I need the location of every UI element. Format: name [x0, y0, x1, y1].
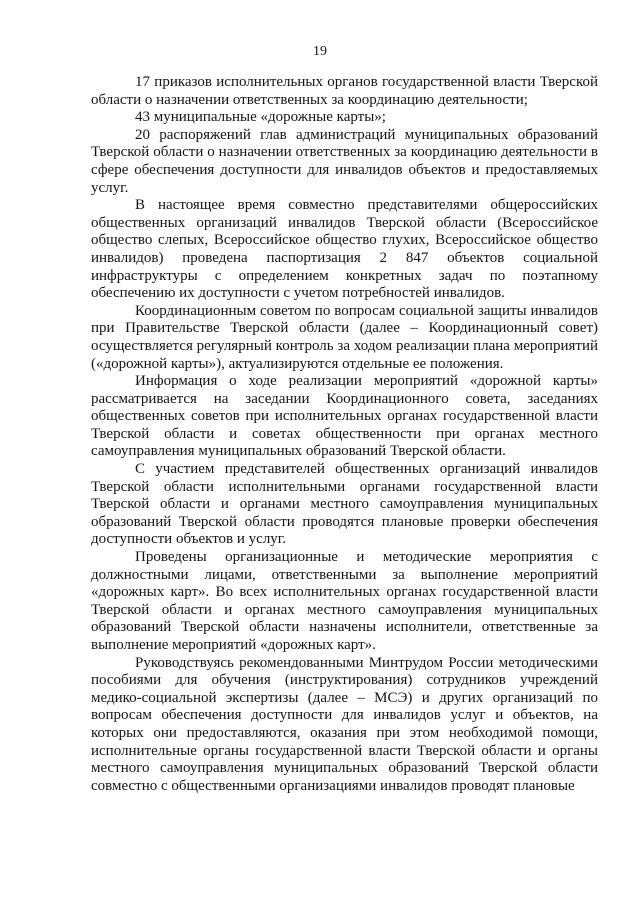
paragraph-roadmap-review: Информация о ходе реализации мероприятий «дорожной карты» рассматривается на заседании Координационного совета, заседаниях общественных советов при исполнительных органах государственной власти Тверской области и советах общественности при органах местного самоуправления муниципальных образований Тверской области.	[91, 373, 598, 460]
document-body	[91, 74, 598, 795]
paragraph-methodical-measures: Проведены организационные и методические мероприятия с должностными лицами, ответственными за выполнение мероприятий «дорожных карт». Во всех исполнительных органах государственной власти Тверской области и органах местного самоуправления муниципальных образований Тверской области назначены исполнители, ответственные за выполнение мероприятий «дорожных карт».	[91, 549, 598, 653]
paragraph-orders-count: 17 приказов исполнительных органов государственной власти Тверской области о назначении ответственных за координацию деятельности;	[91, 74, 598, 108]
page-number: 19	[313, 44, 327, 59]
paragraph-training-guidance: Руководствуясь рекомендованными Минтрудом России методическими пособиями для обучения (инструктирования) сотрудников учреждений медико-социальной экспертизы (далее – МСЭ) и других организаций по вопросам обеспечения доступности для инвалидов услуг и объектов, на которых они предоставляются, оказания при этом необходимой помощи, исполнительные органы государственной власти Тверской области и органы местного самоуправления муниципальных образований Тверской области совместно с общественными организациями инвалидов проводят плановые	[91, 654, 598, 794]
paragraph-coordination-council: Координационным советом по вопросам социальной защиты инвалидов при Правительстве Тверской области (далее – Координационный совет) осуществляется регулярный контроль за ходом реализации плана мероприятий («дорожной карты»), актуализируются отдельные ее положения.	[91, 302, 598, 372]
paragraph-road-maps-count: 43 муниципальные «дорожные карты»;	[135, 109, 386, 126]
paragraph-directives-count: 20 распоряжений глав администраций муниципальных образований Тверской области о назначении ответственных за координацию деятельности в сфере обеспечения доступности для инвалидов объектов и предоставляемых услуг.	[91, 126, 598, 196]
paragraph-passportization: В настоящее время совместно представителями общероссийских общественных организаций инвалидов Тверской области (Всероссийское общество слепых, Всероссийское общество глухих, Всероссийское общество инвалидов) проведена паспортизация 2 847 объектов социальной инфраструктуры с определением конкретных задач по поэтапному обеспечению их доступности с учетом потребностей инвалидов.	[91, 197, 598, 302]
paragraph-accessibility-inspections: С участием представителей общественных организаций инвалидов Тверской области исполнительными органами государственной власти Тверской области и органами местного самоуправления муниципальных образований Тверской области проводятся плановые проверки обеспечения доступности объектов и услуг.	[91, 461, 598, 548]
